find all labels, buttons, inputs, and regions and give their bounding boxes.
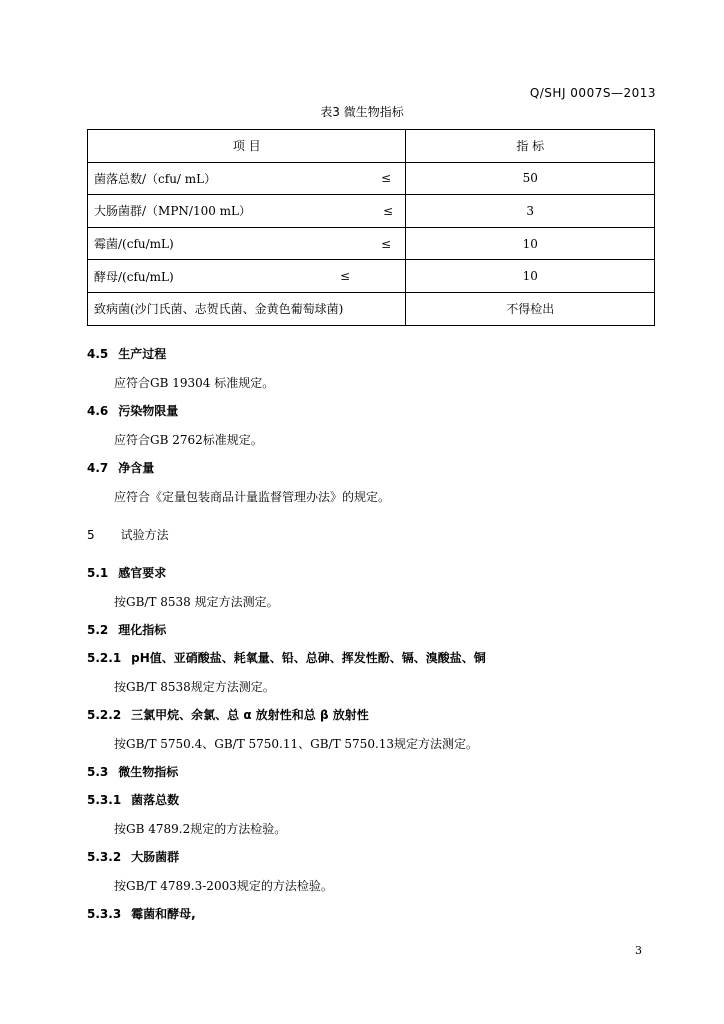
row-operator: ≤ xyxy=(381,171,392,186)
table-row xyxy=(88,162,655,195)
row-operator: ≤ xyxy=(383,203,394,218)
row-item: 致病菌(沙门氏菌、志贺氏菌、金黄色葡萄球菌) xyxy=(94,302,344,317)
section-text: 按GB/T 8538规定方法测定。 xyxy=(114,680,275,694)
row-item: 菌落总数/（cfu/ mL） xyxy=(94,171,217,186)
header-index: 指 标 xyxy=(406,130,655,163)
section-text: 应符合《定量包装商品计量监督管理办法》的规定。 xyxy=(114,490,391,504)
row-value: 3 xyxy=(406,195,655,228)
row-item: 大肠菌群/（MPN/100 mL） xyxy=(94,204,252,219)
section-heading: 5.2.1 pH值、亚硝酸盐、耗氧量、铅、总砷、挥发性酚、镉、溴酸盐、铜 xyxy=(87,651,486,665)
section-heading: 5.3.3 霉菌和酵母, xyxy=(87,907,196,921)
section-text: 应符合GB 19304 标准规定。 xyxy=(114,376,275,390)
row-value: 10 xyxy=(406,227,655,260)
microbial-index-table xyxy=(87,129,655,326)
table-row xyxy=(88,227,655,260)
section-heading: 5 试验方法 xyxy=(87,528,169,542)
section-text: 按GB/T 5750.4、GB/T 5750.11、GB/T 5750.13规定方法测定。 xyxy=(114,737,479,751)
header-item: 项 目 xyxy=(88,130,406,163)
document-code: Q/SHJ 0007S—2013 xyxy=(529,86,656,100)
row-value: 不得检出 xyxy=(406,292,655,325)
page-number: 3 xyxy=(635,944,642,957)
section-heading: 5.2 理化指标 xyxy=(87,623,167,637)
table-row xyxy=(88,292,655,325)
section-heading: 5.3.2 大肠菌群 xyxy=(87,850,180,864)
section-heading: 5.3.1 菌落总数 xyxy=(87,793,180,807)
section-heading: 5.1 感官要求 xyxy=(87,566,167,580)
section-heading: 5.2.2 三氯甲烷、余氯、总 α 放射性和总 β 放射性 xyxy=(87,708,369,722)
row-item: 酵母/(cfu/mL) xyxy=(94,269,174,284)
section-text: 按GB 4789.2规定的方法检验。 xyxy=(114,822,287,836)
section-heading: 4.7 净含量 xyxy=(87,461,155,475)
section-heading: 5.3 微生物指标 xyxy=(87,765,179,779)
section-text: 按GB/T 8538 规定方法测定。 xyxy=(114,595,279,609)
row-value: 10 xyxy=(406,260,655,293)
row-operator: ≤ xyxy=(340,269,351,284)
table-row xyxy=(88,195,655,228)
row-item: 霉菌/(cfu/mL) xyxy=(94,237,174,252)
section-text: 应符合GB 2762标准规定。 xyxy=(114,433,263,447)
table-header-row xyxy=(88,130,655,163)
row-value: 50 xyxy=(406,162,655,195)
section-text: 按GB/T 4789.3-2003规定的方法检验。 xyxy=(114,879,333,893)
section-heading: 4.5 生产过程 xyxy=(87,347,167,361)
table-title: 表3 微生物指标 xyxy=(320,105,404,119)
section-heading: 4.6 污染物限量 xyxy=(87,404,179,418)
table-row xyxy=(88,260,655,293)
row-operator: ≤ xyxy=(381,236,392,251)
